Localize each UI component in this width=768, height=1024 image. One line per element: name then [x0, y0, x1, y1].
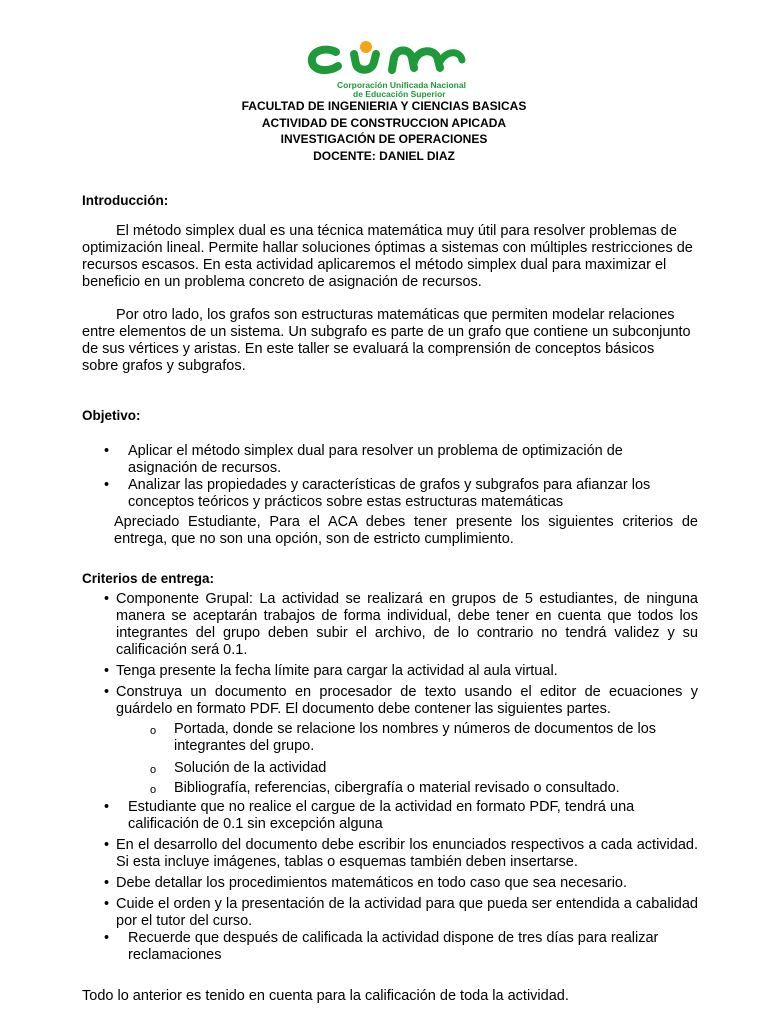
intro-paragraph-2 — [82, 307, 694, 375]
criteria-item-8-text: Recuerde que después de calificada la actividad dispone de tres días para realizar reclamaciones — [128, 930, 659, 963]
criteria-item-5-text: En el desarrollo del documento debe escribir los enunciados respectivos a cada actividad. Si esta incluye imágenes, tablas o esquemas también deben insertarse. — [116, 837, 698, 870]
bullet-icon: • — [104, 875, 110, 891]
document-header — [0, 98, 768, 164]
objective-item-1-text: Aplicar el método simplex dual para resolver un problema de optimización de asignación de recursos. — [128, 443, 623, 476]
cun-logo — [306, 38, 468, 100]
bullet-icon: • — [104, 443, 110, 459]
bullet-icon: • — [104, 930, 110, 946]
bullet-icon: • — [104, 591, 110, 607]
header-course: INVESTIGACIÓN DE OPERACIONES — [280, 132, 488, 146]
circle-bullet-icon: o — [150, 784, 157, 796]
bullet-icon: • — [104, 896, 110, 912]
criteria-item-7-text: Cuide el orden y la presentación de la actividad para que pueda ser entendida a cabalidad por el tutor del curso. — [116, 896, 698, 929]
criteria-item-1-text: Componente Grupal: La actividad se realizará en grupos de 5 estudiantes, de ninguna manera se aceptarán trabajos de forma individual, debe tener en cuenta que todos los integrantes del grupo deben subir el archivo, de lo contrario no tendrá validez y su calificación será 0.1. — [116, 591, 698, 658]
criteria-heading: Criterios de entrega: — [82, 571, 215, 586]
header-teacher: DOCENTE: DANIEL DIAZ — [313, 148, 455, 163]
bullet-icon: • — [104, 799, 110, 815]
bullet-icon: • — [104, 684, 110, 700]
closing-text: Todo lo anterior es tenido en cuenta para la calificación de toda la actividad. — [82, 988, 569, 1004]
criteria-item-3-text: Construya un documento en procesador de texto usando el editor de ecuaciones y guárdelo en formato PDF. El documento debe contener las siguientes partes. — [116, 684, 698, 717]
criteria-item-2-text: Tenga presente la fecha límite para cargar la actividad al aula virtual. — [116, 663, 558, 679]
bullet-icon: • — [104, 837, 110, 853]
bullet-icon: • — [104, 663, 110, 679]
header-activity: ACTIVIDAD DE CONSTRUCCION APICADA — [261, 115, 507, 130]
objective-note: Apreciado Estudiante, Para el ACA debes tener presente los siguientes criterios de entrega, que no son una opción, son de estricto cumplimiento. — [114, 514, 698, 547]
criteria-subitem-3-text: Bibliografía, referencias, cibergrafía o material revisado o consultado. — [174, 780, 620, 796]
circle-bullet-icon: o — [150, 725, 157, 737]
logo-caption-line1: Corporación Unificada Nacional — [337, 80, 466, 90]
criteria-item-6-text: Debe detallar los procedimientos matemáticos en todo caso que sea necesario. — [116, 875, 628, 891]
logo-caption-line2: de Educación Superior — [353, 89, 446, 99]
criteria-subitem-2-text: Solución de la actividad — [174, 760, 327, 776]
intro-paragraph-1-text: El método simplex dual es una técnica matemática muy útil para resolver problemas de optimización lineal. Permite hallar soluciones óptimas a sistemas con múltiples restricciones de recursos escasos. En esta actividad aplicaremos el método simplex dual para maximizar el beneficio en un problema concreto de asignación de recursos. — [82, 223, 693, 290]
header-faculty: FACULTAD DE INGENIERIA Y CIENCIAS BASICAS — [241, 99, 527, 113]
intro-paragraph-2-text: Por otro lado, los grafos son estructuras matemáticas que permiten modelar relaciones entre elementos de un sistema. Un subgrafo es parte de un grafo que contiene un subconjunto de sus vértices y aristas. En este taller se evaluará la comprensión de conceptos básicos sobre grafos y subgrafos. — [82, 307, 691, 374]
criteria-subitem-1-text: Portada, donde se relacione los nombres y números de documentos de los integrantes del grupo. — [174, 721, 657, 754]
intro-paragraph-1 — [82, 223, 694, 291]
bullet-icon: • — [104, 477, 110, 493]
objective-heading: Objetivo: — [82, 408, 141, 423]
intro-heading: Introducción: — [82, 193, 169, 208]
objective-item-2-text: Analizar las propiedades y características de grafos y subgrafos para afianzar los conceptos teóricos y prácticos sobre estas estructuras matemáticas — [128, 477, 651, 510]
cun-logo-mark — [306, 38, 468, 82]
criteria-item-4-text: Estudiante que no realice el cargue de la actividad en formato PDF, tendrá una calificación de 0.1 sin excepción alguna — [128, 799, 635, 832]
circle-bullet-icon: o — [150, 764, 157, 776]
